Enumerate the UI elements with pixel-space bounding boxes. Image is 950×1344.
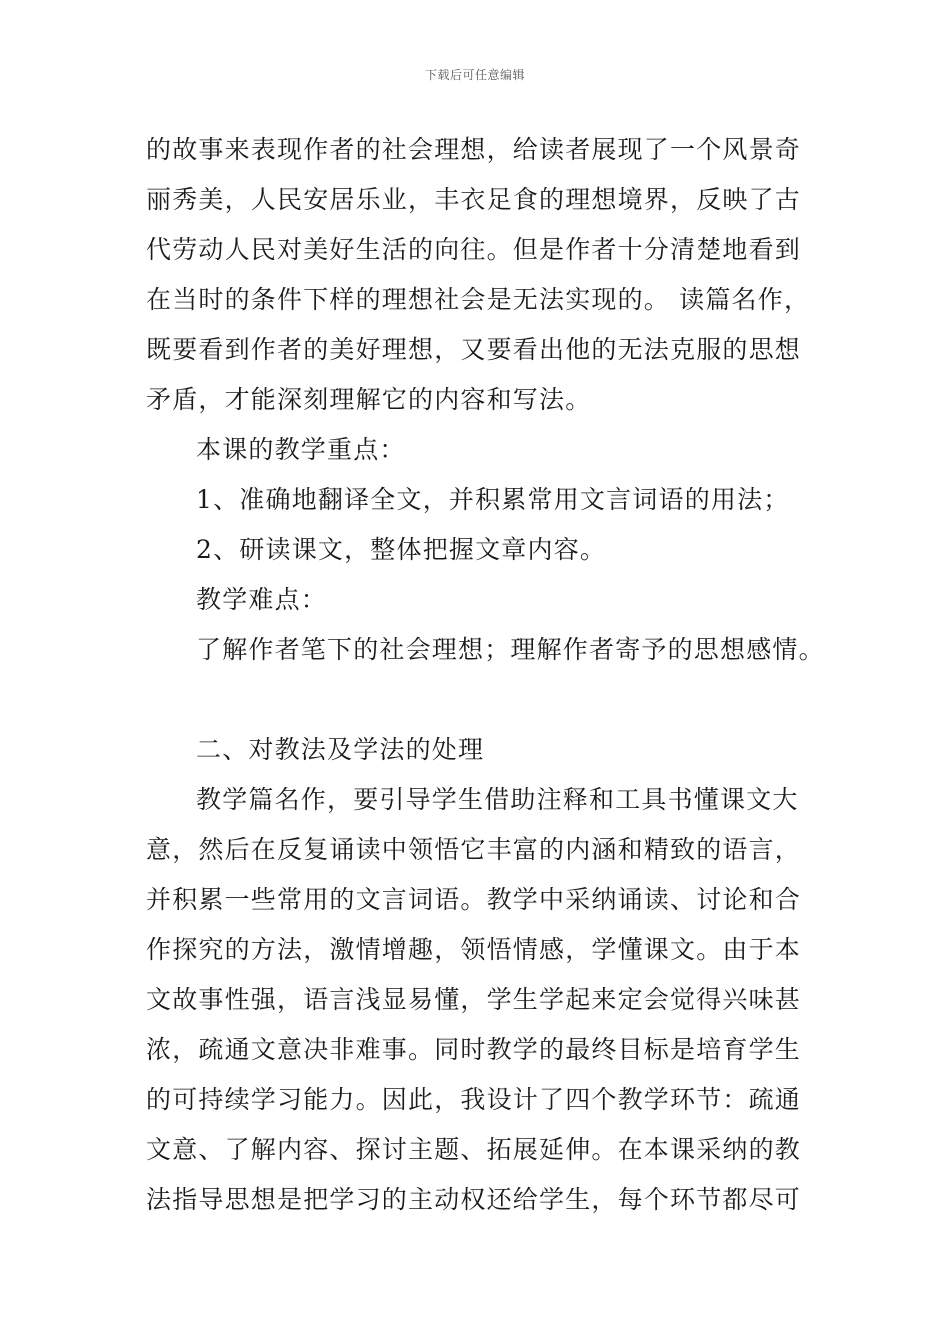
page-header: 下载后可任意编辑 — [424, 68, 525, 82]
section-line: 法指导思想是把学习的主动权还给学生，每个环节都尽可 — [146, 1185, 802, 1214]
key-point-item: 2、研读课文，整体把握文章内容。 — [196, 535, 607, 564]
paragraph-line: 的故事来表现作者的社会理想，给读者展现了一个风景奇 — [146, 135, 802, 164]
difficulties-text: 了解作者笔下的社会理想；理解作者寄予的思想感情。 — [196, 635, 825, 664]
section-line: 并积累一些常用的文言词语。教学中采纳诵读、讨论和合 — [146, 885, 802, 914]
paragraph-line: 在当时的条件下样的理想社会是无法实现的。 读篇名作， — [146, 285, 811, 314]
section-line: 文意、了解内容、探讨主题、拓展延伸。在本课采纳的教 — [146, 1135, 802, 1164]
key-points-heading: 本课的教学重点： — [196, 435, 406, 464]
section-line: 浓，疏通文意决非难事。同时教学的最终目标是培育学生 — [146, 1035, 802, 1064]
paragraph-line: 既要看到作者的美好理想，又要看出他的无法克服的思想 — [146, 335, 802, 364]
section-line: 教学篇名作，要引导学生借助注释和工具书懂课文大 — [196, 785, 799, 814]
section-line: 的可持续学习能力。因此，我设计了四个教学环节：疏通 — [146, 1085, 802, 1114]
paragraph-line: 矛盾，才能深刻理解它的内容和写法。 — [146, 385, 592, 414]
key-point-item: 1、准确地翻译全文，并积累常用文言词语的用法； — [196, 485, 790, 514]
section-line: 文故事性强，语言浅显易懂，学生学起来定会觉得兴味甚 — [146, 985, 802, 1014]
section-heading: 二、对教法及学法的处理 — [196, 735, 485, 764]
section-line: 意，然后在反复诵读中领悟它丰富的内涵和精致的语言， — [146, 835, 802, 864]
difficulties-heading: 教学难点： — [196, 585, 328, 614]
paragraph-line: 丽秀美，人民安居乐业，丰衣足食的理想境界，反映了古 — [146, 185, 802, 214]
paragraph-line: 代劳动人民对美好生活的向往。但是作者十分清楚地看到 — [146, 235, 802, 264]
section-line: 作探究的方法，激情增趣，领悟情感，学懂课文。由于本 — [146, 935, 802, 964]
